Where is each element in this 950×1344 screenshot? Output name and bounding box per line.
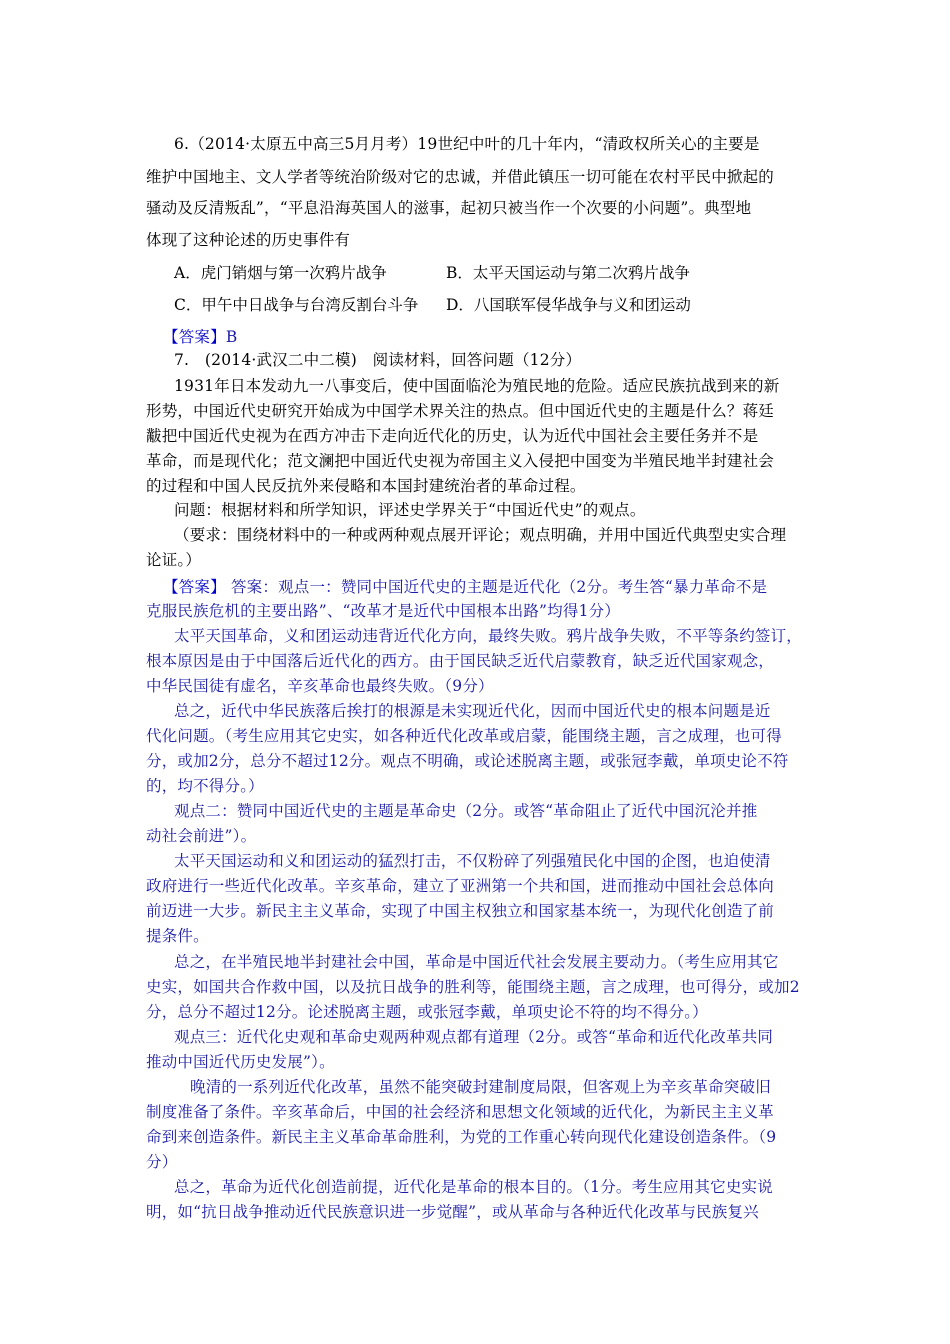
q7-answer-line-16: 总之，在半殖民地半封建社会中国，革命是中国近代社会发展主要动力。（考生应用其它 [174,953,779,971]
q7-material-2: 形势，中国近代史研究开始成为中国学术界关注的热点。但中国近代史的主题是什么？蒋廷 [146,402,775,420]
q7-answer-line-23: 命到来创造条件。新民主主义革命革命胜利，为党的工作重心转向现代化建设创造条件。（9 [146,1128,777,1146]
q7-answer-line-4: 根本原因是由于中国落后近代化的西方。由于国民缺乏近代启蒙教育，缺乏近代国家观念， [146,652,775,670]
q6-line-4: 体现了这种论述的历史事件有 [146,231,351,249]
q7-answer-line-2: 克服民族危机的主要出路”、“改革才是近代中国根本出路”均得1分） [146,602,621,620]
q6-option-a: A．虎门销烟与第一次鸦片战争 [174,264,387,282]
q7-material-1: 1931年日本发动九一八事变后，使中国面临沦为殖民地的危险。适应民族抗战到来的新 [174,377,780,395]
q7-answer-line-19: 观点三：近代化史观和革命史观两种观点都有道理（2分。或答“革命和近代化改革共同 [174,1028,774,1046]
q7-answer-line-17: 史实，如国共合作救中国，以及抗日战争的胜利等，能围绕主题，言之成理，也可得分，或加2 [146,978,800,996]
q7-answer-text: 答案：观点一：赞同中国近代史的主题是近代化（2分。考生答“暴力革命不是 [225,578,768,596]
q7-material-4: 革命，而是现代化；范文澜把中国近代史视为帝国主义入侵把中国变为半殖民地半封建社会 [146,452,775,470]
q7-answer-line-24: 分） [146,1153,178,1171]
q6-line-1: 6.（2014·太原五中高三5月月考）19世纪中叶的几十年内，“清政权所关心的主要是 [174,135,760,153]
q7-answer-line-26: 明，如“抗日战争推动近代民族意识进一步觉醒”，或从革命与各种近代化改革与民族复兴 [146,1203,759,1221]
q7-answer-line-25: 总之，革命为近代化创造前提，近代化是革命的根本目的。（1分。考生应用其它史实说 [174,1178,773,1196]
q6-answer-tag: 【答案】 [163,328,226,346]
q7-answer-line-5: 中华民国徒有虚名，辛亥革命也最终失败。（9分） [146,677,494,695]
q7-answer-line-10: 观点二：赞同中国近代史的主题是革命史（2分。或答“革命阻止了近代中国沉沦并推 [174,802,758,820]
q7-answer-line-9: 的，均不得分。） [146,777,264,795]
q7-answer-line-12: 太平天国运动和义和团运动的猛烈打击，不仅粉碎了列强殖民化中国的企图，也迫使清 [174,852,771,870]
q6-option-d: D．八国联军侵华战争与义和团运动 [446,296,691,314]
q7-answer-line-6: 总之，近代中华民族落后挨打的根源是未实现近代化，因而中国近代史的根本问题是近 [174,702,771,720]
q6-answer-value: B [225,328,238,346]
q6-line-2: 维护中国地主、文人学者等统治阶级对它的忠诚，并借此镇压一切可能在农村平民中掀起的 [146,168,775,186]
q7-material-5: 的过程和中国人民反抗外来侵略和本国封建统治者的革命过程。 [146,477,586,495]
q7-answer-line-11: 动社会前进”）。 [146,827,257,845]
q7-answer-tag: 【答案】 [163,578,226,596]
q7-answer-line-20: 推动中国近代历史发展”）。 [146,1053,335,1071]
q7-answer-line-8: 分，或加2分，总分不超过12分。观点不明确，或论述脱离主题，或张冠李戴，单项史论不符 [146,752,789,770]
q7-question: 问题：根据材料和所学知识，评述史学界关于“中国近代史”的观点。 [174,501,646,519]
q7-answer-line-1 [163,576,767,598]
q7-answer-line-21: 晚清的一系列近代化改革，虽然不能突破封建制度局限，但客观上为辛亥革命突破旧 [190,1078,771,1096]
q6-option-c: C．甲午中日战争与台湾反割台斗争 [174,296,419,314]
q7-requirement-2: 论证。） [146,551,202,569]
q7-answer-line-14: 前迈进一大步。新民主主义革命，实现了中国主权独立和国家基本统一，为现代化创造了前 [146,902,775,920]
q6-answer [163,326,237,348]
q6-option-b: B．太平天国运动与第二次鸦片战争 [446,264,690,282]
q7-requirement-1: （要求：围绕材料中的一种或两种观点展开评论；观点明确，并用中国近代典型史实合理 [174,526,787,544]
q6-line-3: 骚动及反清叛乱”，“平息沿海英国人的滋事，起初只被当作一个次要的小问题”。典型地 [146,199,752,217]
q7-answer-line-7: 代化问题。（考生应用其它史实，如各种近代化改革或启蒙，能围绕主题，言之成理，也可得 [146,727,782,745]
q7-material-3: 黻把中国近代史视为在西方冲击下走向近代化的历史，认为近代中国社会主要任务并不是 [146,427,759,445]
q7-answer-line-22: 制度准备了条件。辛亥革命后，中国的社会经济和思想文化领域的近代化，为新民主主义革 [146,1103,775,1121]
q7-header: 7. (2014·武汉二中二模) 阅读材料，回答问题（12分） [174,351,582,369]
q7-answer-line-18: 分，总分不超过12分。论述脱离主题，或张冠李戴，单项史论不符的均不得分。） [146,1003,708,1021]
q7-answer-line-13: 政府进行一些近代化改革。辛亥革命，建立了亚洲第一个共和国，进而推动中国社会总体向 [146,877,775,895]
q7-answer-line-15: 提条件。 [146,927,209,945]
q7-answer-line-3: 太平天国革命，义和团运动违背近代化方向，最终失败。鸦片战争失败，不平等条约签订， [174,627,803,645]
